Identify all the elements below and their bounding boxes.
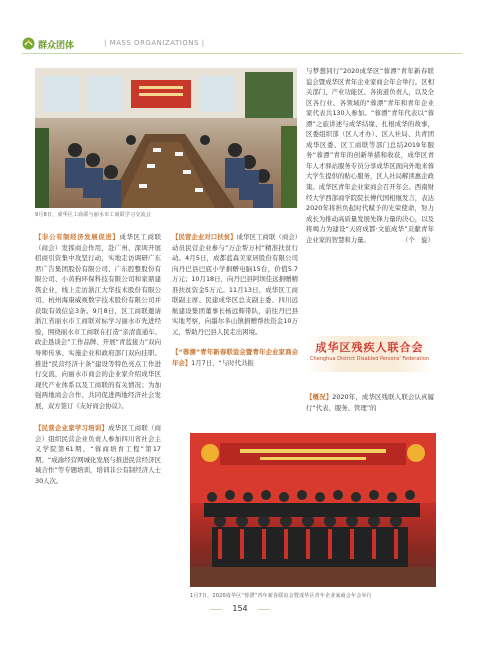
article-paragraph	[35, 232, 161, 411]
header-rule	[22, 53, 462, 54]
meeting-photo-caption: 9月8日，成华区工商联与丽水市工商联学习交流会	[35, 212, 151, 218]
author-credit: （个 旋）	[402, 235, 434, 244]
paragraph-body: 成华区工商联（商会）发挥商会作用，赴广州、深圳开展招商引资集中攻坚行动，实地走访调研广东君广告集团股份有限公司、广东腔整股份有限公司、小黄狗环保科技有限公司和家鼎建筑企业，线上走访浙江大华技术股份有限公司、杭州海康威视数字技术股份有限公司并获取有效信息3条。9月8日，区工商联邀请浙江省丽水市工商联对标学习丽水市先进经验，围绕丽水市工商联在打造“亲清直通车、政企恳谈会”工作品牌、开展“青蓝接力”双向导师传承、实施企业和政府部门双向挂职、推进“民营经济十条”建设等特色亮点工作进行交流，向丽水市商会的企业家介绍成华区现代产业体系以及工商联的有关情况；为加强两地商会合作、共同促进两地经济社会发展，双方签订《友好商会协议》。	[35, 233, 162, 410]
section-title: 成华区残疾人联合会	[315, 341, 424, 354]
section-title-english: Chenghua District Disabled Persons' Federation	[310, 356, 429, 362]
paragraph-heading: 【民营企业家学习培训】	[35, 424, 109, 433]
page-number-rule-right	[258, 609, 270, 610]
paragraph-body: 1月7日，“与时代共振	[191, 359, 254, 368]
paragraph-body: 2020年，成华区残联人联会认真履行“代表、服务、管理”的	[306, 393, 435, 412]
paragraph-body: 成华区工商联（商会）组织民营企业负责人参加四川省社会主义学院第61期、“蓉商培育工程”第17期、“成渝经营网城化发展与推进民营经济区域合作”等专题培训，培训非公有制经济人士30人次。	[35, 424, 162, 486]
left-column-text	[35, 232, 161, 487]
article-paragraph	[306, 392, 434, 413]
article-paragraph	[172, 232, 298, 337]
paragraph-heading: 【概况】	[306, 393, 333, 401]
meeting-photo	[35, 68, 297, 208]
section-name-english: | MASS ORGANIZATIONS |	[104, 39, 205, 47]
paragraph-body: 成华区工商联（商会）动员民营企业参与“万企帮万村”精准扶贫行动。4月5日，成都蓝森美家居股份有限公司向丹巴县巴底小学捐赠电脑15台，价值5.7万元；10月18日，向丹巴县阿坝佳远捐赠精准扶贫资金5万元。11月13日，成华区工商联副主席、民建成华区总支副主委、四川远航建设集团董事长杨远辉带队，前往丹巴县实地考察，向墨尔多山镇捐赠帮扶资金10万元，帮助丹巴县人民走出困境。	[172, 233, 298, 336]
group-photo-illustration	[190, 433, 436, 587]
paragraph-heading: 【非公有制经济发展促进】	[35, 233, 120, 241]
right-column-text	[306, 66, 434, 245]
article-paragraph	[35, 423, 161, 486]
overview-text	[306, 392, 434, 413]
group-photo-caption: 1月7日，2020成华区“蓉漂”青年新春联谊会暨成华区青年企业家商会年会举行	[190, 593, 372, 599]
paragraph-heading: 【民营企业对口扶贫】	[172, 233, 237, 241]
paragraph-body: 与梦想同行”2020成华区“蓉漂”青年新春联谊会暨成华区青年企业家商会年会举行。区相关部门、产业功能区、各街道负责人，以及全区各行业、各领域的“蓉漂”青年和青年企业家代表共130人参加。“蓉漂”青年代表以“蓉漂”之旅讲述与成华结缘、扎根成华的故事，区委组织部（区人才办）、区人社局、共青团成华区委、区工商联等部门总结2019年服务“蓉漂”青年的创新举措和收获，成华区青年人才驿站服务专员分享成华区面向外地来蓉大学生提供的贴心服务，区人社局解读惠企政策。成华区青年企业家商会召开年会。西南财经大学西部商学院院长傅代国相继发言，表达2020年将担负起时代赋予的光荣使命，努力成长为推动高质量发展先锋力量的决心，以及将竭力为建设“天府成都·文旅成华”贡献青年企业家的智慧和力量。	[306, 67, 434, 244]
group-photo	[190, 433, 436, 587]
organization-logo-icon	[22, 37, 35, 50]
meeting-photo-illustration	[35, 68, 297, 208]
page-number: 154	[232, 604, 248, 613]
article-paragraph	[306, 66, 434, 245]
paragraph-heading: 【“蓉漂”青年新春联谊会暨青年企业家商会年会】	[172, 348, 298, 368]
section-name: 群众团体	[38, 41, 75, 51]
running-header	[22, 34, 462, 56]
middle-column-text	[172, 232, 298, 369]
article-paragraph	[172, 347, 298, 368]
